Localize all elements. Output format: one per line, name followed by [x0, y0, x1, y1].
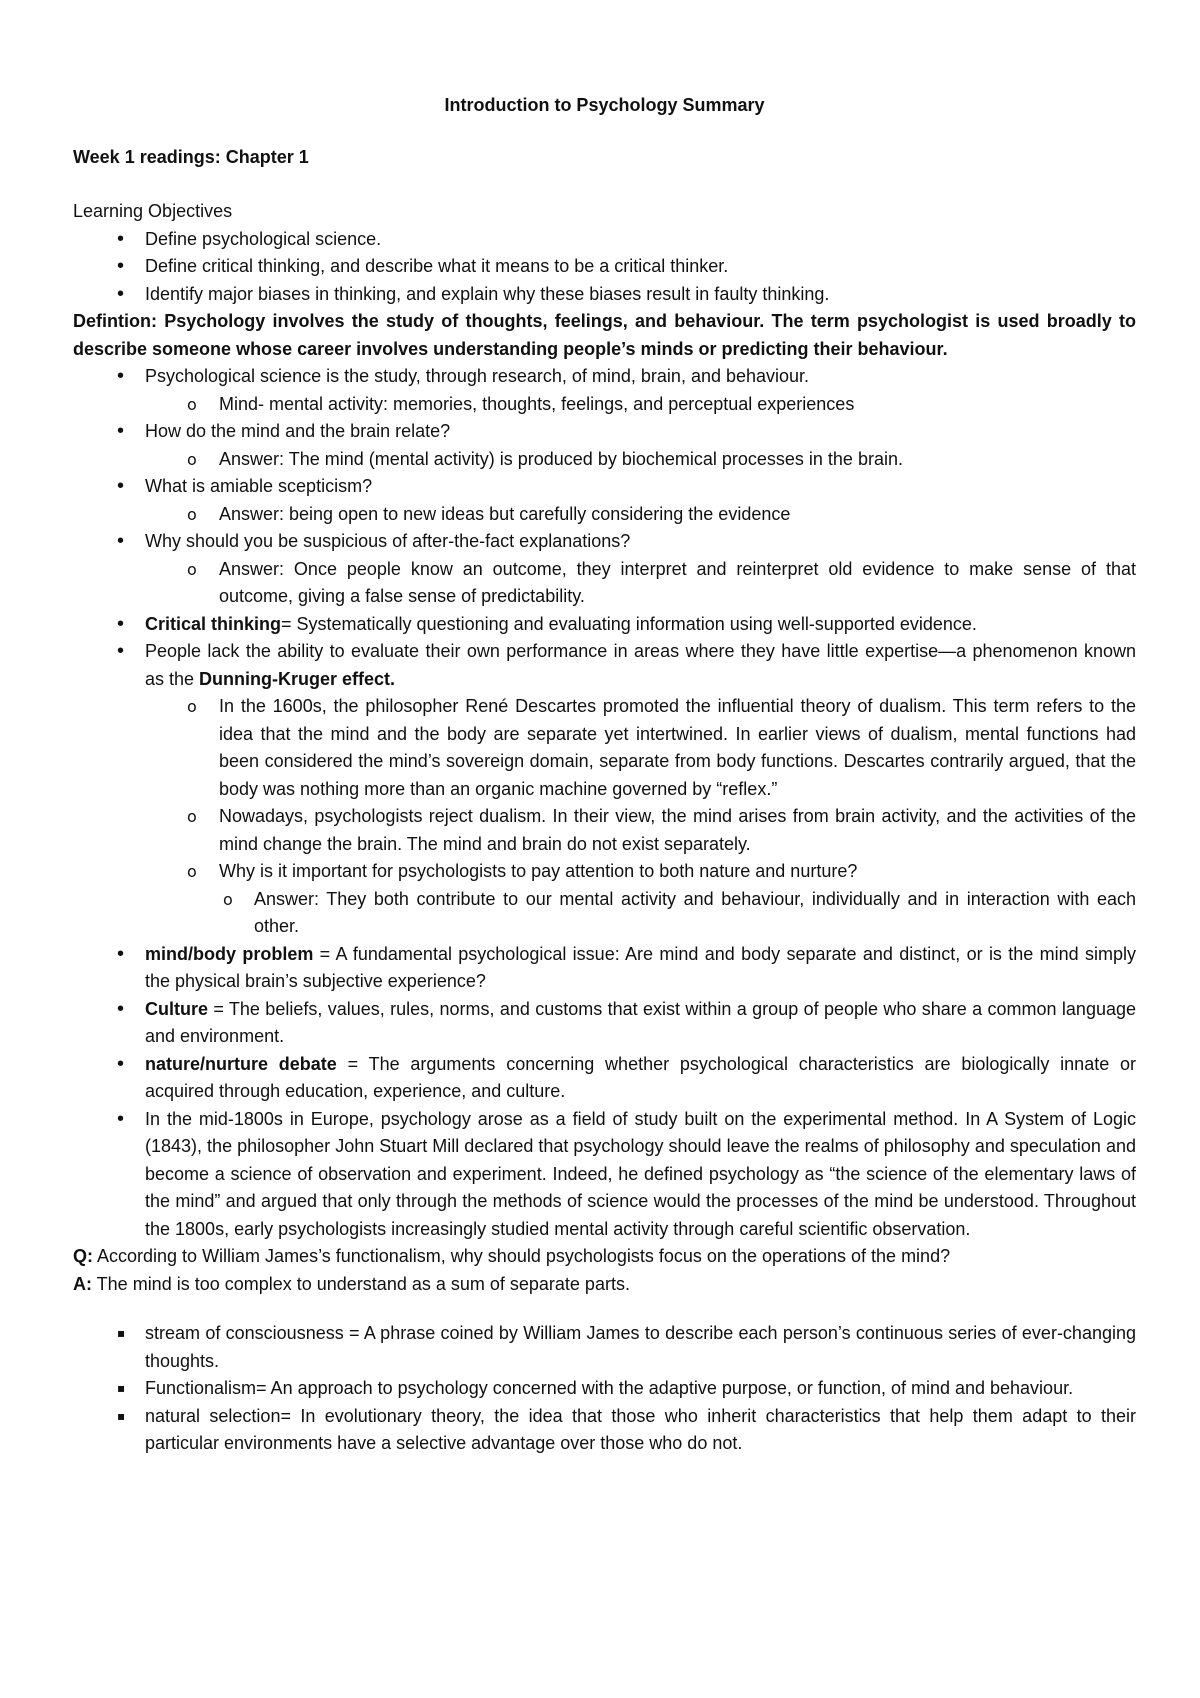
list-item: o Answer: Once people know an outcome, they interpret and reinterpret old evidence to make sense of that outcome, giving a false sense of predictability. [73, 556, 1136, 611]
list-item: • Culture = The beliefs, values, rules, norms, and customs that exist within a group of people who share a common language and environment. [117, 997, 1136, 1046]
term-culture: Culture [145, 998, 208, 1019]
square-bullet-icon: ▪ [117, 1381, 126, 1395]
question-line: Q: According to William James’s functionalism, why should psychologists focus on the operations of the mind? [73, 1246, 951, 1266]
list-item: • What is amiable scepticism? [73, 473, 1136, 501]
list-item: o Answer: The mind (mental activity) is produced by biochemical processes in the brain. [73, 446, 1136, 474]
square-bullet-icon: ▪ [117, 1408, 126, 1423]
learning-objectives-heading: Learning Objectives [73, 201, 233, 221]
answer-label: A: [73, 1273, 92, 1294]
circle-bullet-icon: o [187, 449, 197, 469]
bullet-icon: • [117, 612, 125, 635]
list-item: ▪ stream of consciousness = A phrase coined by William James to describe each person’s continuous series of ever-changing thoughts. [73, 1320, 1136, 1375]
week-heading: Week 1 readings: Chapter 1 [73, 146, 309, 167]
list-item: • In the mid-1800s in Europe, psychology arose as a field of study built on the experimental method. In A System of Logic (1843), the philosopher John Stuart Mill declared that psychology should leave the realms of philosophy and speculation and become a science of observation and experiment. Indeed, he defined psychology as “the science of the elementary laws of the mind” and argued that only through the methods of science would the processes of the mind be understood. Throughout the 1800s, early psychologists increasingly studied mental activity through careful scientific observation. [117, 1107, 1136, 1239]
term-dunning-kruger: Dunning-Kruger effect. [199, 668, 396, 689]
bullet-icon: • [117, 420, 125, 442]
bullet-icon: • [117, 365, 125, 387]
term-nature-nurture-debate: nature/nurture debate [145, 1053, 337, 1074]
term-critical-thinking: Critical thinking [145, 613, 282, 634]
circle-bullet-icon: o [187, 504, 197, 524]
bullet-icon: • [117, 530, 125, 552]
circle-bullet-icon: o [187, 559, 197, 579]
bullet-icon: • [117, 1107, 125, 1130]
list-item: o Answer: They both contribute to our mental activity and behaviour, individually and in interaction with each other. [73, 886, 1136, 941]
list-item: • nature/nurture debate = The arguments concerning whether psychological characteristics are biologically innate or acquired through education, experience, and culture. [117, 1052, 1137, 1101]
list-item: • Define critical thinking, and describe what it means to be a critical thinker. [73, 253, 1136, 281]
list-item: • Critical thinking= Systematically questioning and evaluating information using well-supported evidence. [73, 611, 1136, 639]
bullet-icon: • [117, 640, 125, 662]
list-item: • Why should you be suspicious of after-the-fact explanations? [73, 528, 1136, 556]
bullet-icon: • [117, 282, 125, 305]
list-item: • People lack the ability to evaluate their own performance in areas where they have little expertise—a phenomenon known as the Dunning-Kruger effect. [117, 640, 1136, 689]
bullet-icon: • [117, 475, 125, 497]
bullet-icon: • [117, 255, 125, 277]
list-item: • How do the mind and the brain relate? [73, 418, 1136, 446]
bullet-icon: • [117, 227, 125, 250]
list-item: ▪ natural selection= In evolutionary theory, the idea that those who inherit characteristics that help them adapt to their particular environments have a selective advantage over those who do not. [73, 1403, 1136, 1458]
bullet-icon: • [117, 1052, 125, 1075]
list-item: • Psychological science is the study, through research, of mind, brain, and behaviour. [73, 363, 1136, 391]
main-list [73, 363, 1136, 1243]
circle-bullet-icon: o [187, 394, 197, 414]
list-item: o Answer: being open to new ideas but carefully considering the evidence [73, 501, 1136, 529]
circle-bullet-icon: o [187, 807, 197, 826]
square-bullet-icon: ▪ [117, 1326, 126, 1340]
list-item: • Define psychological science. [73, 226, 1136, 254]
objectives-list [73, 226, 1136, 309]
term-mind-body-problem: mind/body problem [145, 943, 314, 964]
definition-paragraph: Defintion: Psychology involves the study of thoughts, feelings, and behaviour. The term psychologist is used broadly to describe someone whose career involves understanding people’s minds or predicting their behaviour. [73, 311, 1136, 359]
spacer [73, 1298, 1136, 1320]
question-label: Q: [73, 1246, 93, 1266]
circle-bullet-icon: o [187, 697, 197, 716]
list-item: o In the 1600s, the philosopher René Descartes promoted the influential theory of dualism. This term refers to the idea that the mind and the body are separate yet intertwined. In earlier views of dualism, mental functions had been considered the mind’s sovereign domain, separate from body functions. Descartes contrarily argued, that the body was nothing more than an organic machine governed by “reflex.” [73, 693, 1136, 803]
circle-bullet-icon: o [223, 889, 233, 909]
list-item: o Nowadays, psychologists reject dualism. In their view, the mind arises from brain activity, and the activities of the mind change the brain. The mind and brain do not exist separately. [73, 803, 1136, 858]
list-item: o Why is it important for psychologists to pay attention to both nature and nurture? [73, 858, 1136, 886]
list-item: • Identify major biases in thinking, and explain why these biases result in faulty thinking. [73, 281, 1136, 309]
list-item: • mind/body problem = A fundamental psychological issue: Are mind and body separate and distinct, or is the mind simply the physical brain’s subjective experience? [117, 942, 1136, 991]
bullet-icon: • [117, 942, 125, 965]
document-title: Introduction to Psychology Summary [444, 95, 765, 115]
final-list [73, 1320, 1136, 1458]
list-item: ▪ Functionalism= An approach to psychology concerned with the adaptive purpose, or function, of mind and behaviour. [73, 1375, 1136, 1403]
circle-bullet-icon: o [187, 862, 197, 881]
list-item: o Mind- mental activity: memories, thoughts, feelings, and perceptual experiences [73, 391, 1136, 419]
bullet-icon: • [117, 997, 125, 1020]
document-page [73, 92, 1136, 1458]
answer-line: A: The mind is too complex to understand as a sum of separate parts. [73, 1273, 630, 1294]
